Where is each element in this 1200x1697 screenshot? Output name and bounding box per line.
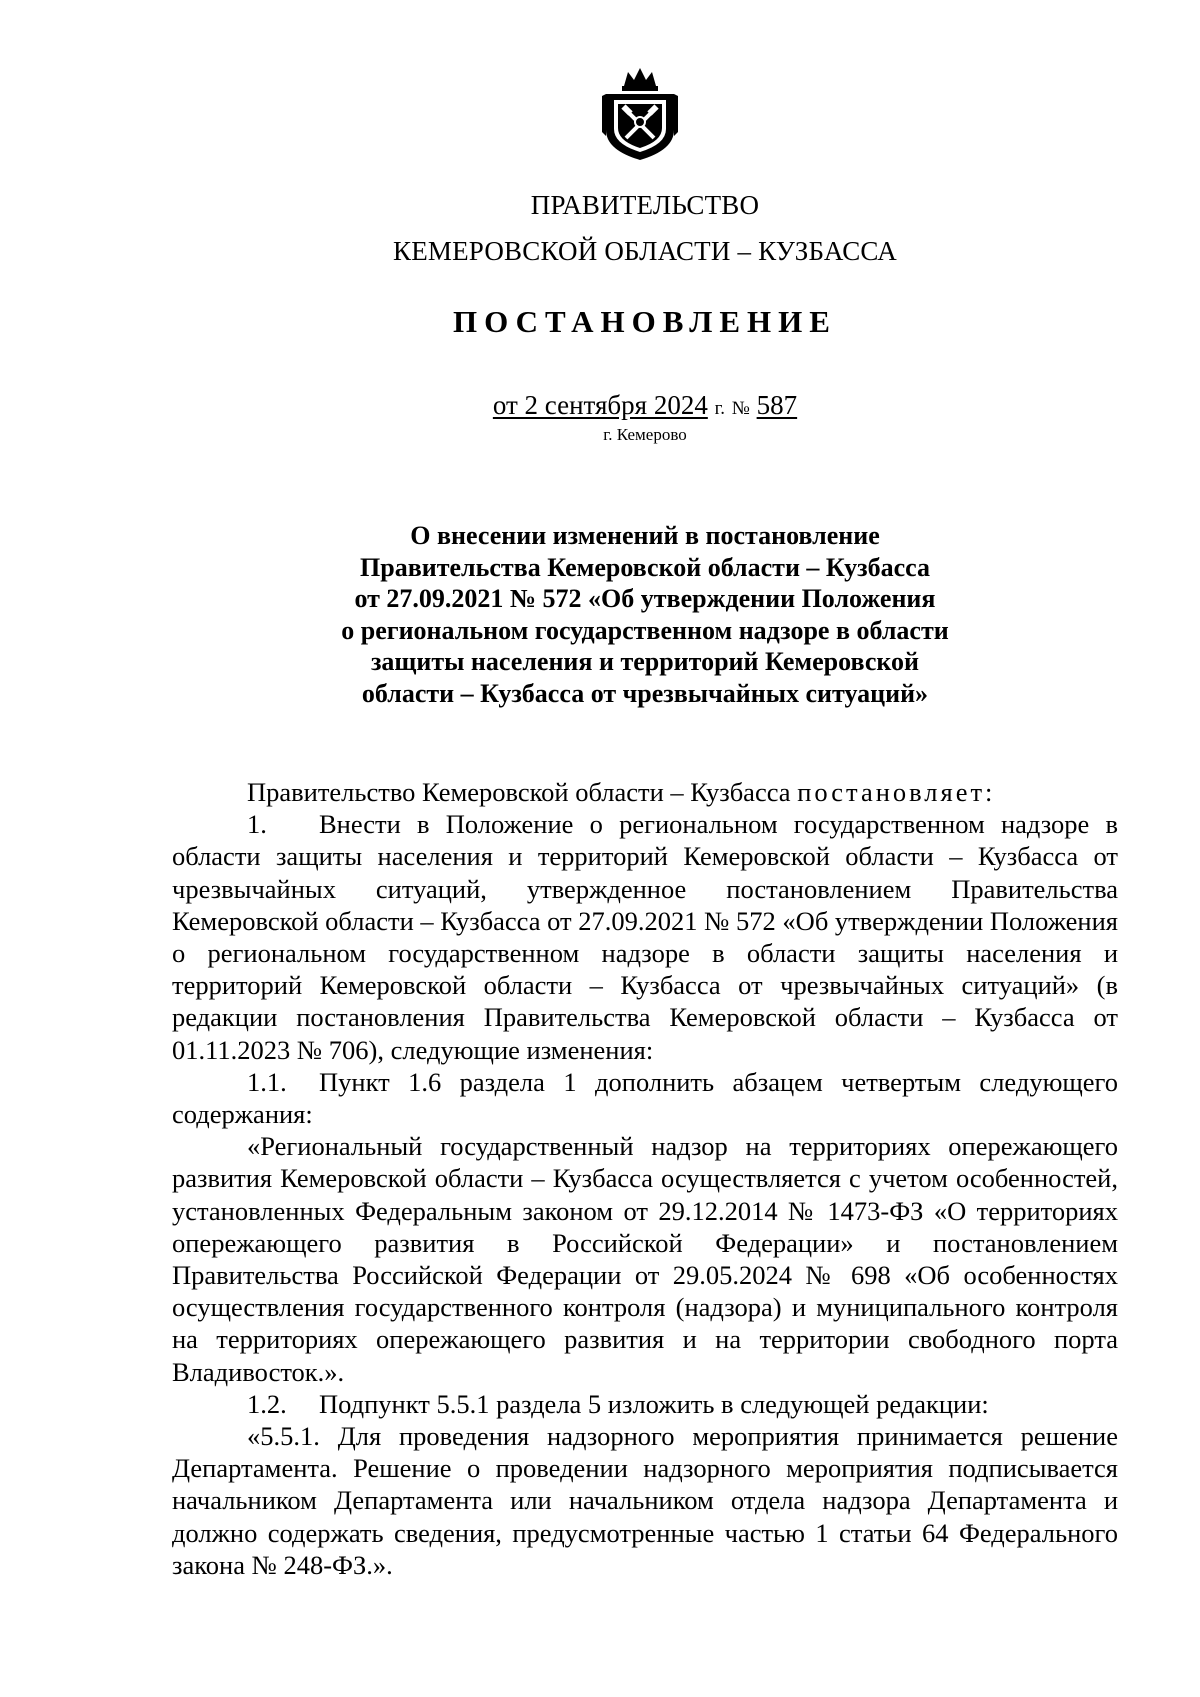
kemerovo-coat-of-arms-icon bbox=[600, 66, 680, 162]
preamble-verb: постановляет: bbox=[797, 777, 996, 807]
subject-line: О внесении изменений в постановление bbox=[410, 521, 880, 550]
document-subject bbox=[300, 520, 990, 709]
subject-line: Правительства Кемеровской области – Кузбасса bbox=[360, 552, 930, 582]
paragraph-1-text: Внести в Положение о региональном государственном надзоре в области защиты населения и территорий Кемеровской области – Кузбасса от чрезвычайных ситуаций, утвержденное постановлением Правительства Кемеровской области – Кузбасса от 27.09.2021 № 572 «Об утверждении Положения о региональном государственном надзоре в области защиты населения и территорий Кемеровской области – Кузбасса от чрезвычайных ситуаций» (в редакции постановления Правительства Кемеровской области – Кузбасса от 01.11.2023 № 706), следующие изменения: bbox=[172, 809, 1118, 1065]
date-number-line bbox=[0, 392, 1200, 419]
preamble-paragraph bbox=[172, 776, 1118, 808]
government-name-line-2: КЕМЕРОВСКОЙ ОБЛАСТИ – КУЗБАССА bbox=[393, 236, 897, 266]
subject-line: о региональном государственном надзоре в области bbox=[341, 615, 949, 645]
preamble-text: Правительство Кемеровской области – Кузбасса bbox=[247, 777, 791, 807]
paragraph-1-2 bbox=[172, 1388, 1118, 1420]
document-type-title: ПОСТАНОВЛЕНИЕ bbox=[453, 304, 837, 339]
paragraph-1-1-text: Пункт 1.6 раздела 1 дополнить абзацем четвертым следующего содержания: bbox=[172, 1066, 1118, 1130]
number-sign: № bbox=[731, 398, 750, 419]
year-suffix: г. bbox=[714, 398, 725, 419]
city-name: г. Кемерово bbox=[603, 425, 687, 444]
government-name-line-1: ПРАВИТЕЛЬСТВО bbox=[530, 190, 760, 220]
paragraph-1-1 bbox=[172, 1066, 1118, 1130]
document-body bbox=[172, 776, 1118, 1581]
subject-line: от 27.09.2021 № 572 «Об утверждении Положения bbox=[354, 584, 936, 613]
paragraph-1-2-number: 1.2. bbox=[247, 1388, 287, 1419]
paragraph-1-1-number: 1.1. bbox=[247, 1066, 287, 1097]
paragraph-1-2-quote: «5.5.1. Для проведения надзорного мероприятия принимается решение Департамента. Решение о проведении надзорного мероприятия подписывается начальником Департамента или начальником отдела надзора Департамента и должно содержать сведения, предусмотренные частью 1 статьи 64 Федерального закона № 248-ФЗ.». bbox=[172, 1421, 1118, 1580]
document-number: 587 bbox=[756, 390, 798, 420]
paragraph-1-number: 1. bbox=[247, 809, 267, 840]
subject-line: области – Кузбасса от чрезвычайных ситуаций» bbox=[361, 678, 929, 708]
paragraph-1-1-quote: «Региональный государственный надзор на территориях опережающего развития Кемеровской области – Кузбасса осуществляется с учетом особенностей, установленных Федеральным законом от 29.12.2014 № 1473-ФЗ «О территориях опережающего развития в Российской Федерации» и постановлением Правительства Российской Федерации от 29.05.2024 № 698 «Об особенностях осуществления государственного контроля (надзора) и муниципального контроля на территориях опережающего развития и на территории свободного порта Владивосток.». bbox=[172, 1131, 1118, 1387]
paragraph-1 bbox=[172, 808, 1118, 1066]
subject-line: защиты населения и территорий Кемеровской bbox=[370, 647, 919, 676]
paragraph-1-2-text: Подпункт 5.5.1 раздела 5 изложить в следующей редакции: bbox=[319, 1388, 989, 1419]
document-date: от 2 сентября 2024 bbox=[492, 390, 708, 420]
